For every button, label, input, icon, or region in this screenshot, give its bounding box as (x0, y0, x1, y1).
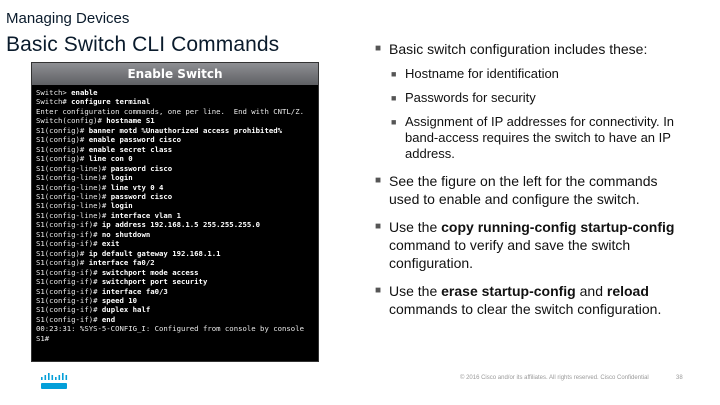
cli-line (36, 201, 314, 210)
cli-command: password cisco (110, 191, 173, 201)
cli-command: no shutdown (101, 229, 151, 239)
bullet-text-pre: Use the (389, 283, 442, 299)
cli-prompt: Switch# (36, 97, 72, 107)
cli-command: speed 10 (101, 295, 138, 305)
bullet-text-pre: Use the (389, 219, 442, 235)
cli-line (36, 324, 314, 333)
page-title: Basic Switch CLI Commands (6, 33, 280, 56)
cli-line (36, 287, 314, 296)
cli-command: switchport mode access (101, 267, 199, 277)
page-number: 38 (676, 375, 683, 381)
cli-output (32, 85, 318, 343)
bullet-icon: ■ (375, 221, 382, 232)
cli-line (36, 296, 314, 305)
bullet-icon: ■ (375, 43, 382, 54)
cli-line (36, 154, 314, 163)
cli-prompt: S1(config)# (36, 135, 89, 145)
cli-line (36, 173, 314, 182)
cli-command: interface vlan 1 (110, 210, 181, 220)
bullet-icon: ■ (375, 285, 382, 296)
bullet-item (375, 218, 675, 272)
cli-line (36, 88, 314, 97)
cli-prompt: S1(config-line)# (36, 210, 111, 220)
cli-line (36, 126, 314, 135)
cli-prompt: S1(config)# (36, 258, 89, 268)
cli-line (36, 334, 314, 343)
cli-prompt: S1(config-if)# (36, 295, 102, 305)
cli-line (36, 277, 314, 286)
cli-prompt: S1# (36, 333, 50, 343)
cli-line (36, 305, 314, 314)
cli-prompt: 00:23:31: %SYS-5-CONFIG_I: Configured from console by console (36, 324, 304, 334)
cli-command: password cisco (110, 163, 173, 173)
cli-line (36, 164, 314, 173)
cli-command: line vty 0 4 (110, 182, 164, 192)
cisco-logo-icon (40, 372, 68, 390)
cli-command: enable secret class (88, 144, 173, 154)
cli-prompt: S1(config-if)# (36, 286, 102, 296)
cli-command: switchport port security (101, 277, 208, 287)
cli-command: end (101, 314, 116, 324)
cli-command: enable password cisco (88, 135, 181, 145)
cli-prompt: S1(config-line)# (36, 173, 111, 183)
bullet-icon: ■ (391, 117, 397, 127)
cli-command: ip address 192.168.1.5 255.255.255.0 (101, 220, 261, 230)
bullet-text: Assignment of IP addresses for connectivity. In band-access requires the switch to have an IP address. (405, 114, 675, 161)
cli-line (36, 258, 314, 267)
cli-command: hostname S1 (106, 116, 155, 126)
cli-prompt: Switch(config)# (36, 116, 107, 126)
bullet-text: Passwords for security (405, 90, 536, 105)
cli-prompt: Enter configuration commands, one per line. End with CNTL/Z. (36, 106, 304, 116)
cli-line (36, 220, 314, 229)
cli-command: interface fa0/2 (88, 258, 155, 268)
cli-prompt: S1(config-if)# (36, 220, 102, 230)
sub-bullet-item (375, 90, 675, 106)
bullet-text-post: commands to clear the switch configuration. (389, 301, 662, 317)
command-text: erase startup-config (441, 283, 576, 299)
cli-prompt: S1(config-if)# (36, 305, 102, 315)
footer-copyright: © 2016 Cisco and/or its affiliates. All rights reserved. Cisco Confidential (460, 375, 649, 381)
cli-prompt: S1(config-if)# (36, 277, 102, 287)
bullet-text-mid: and (575, 283, 607, 299)
sub-bullet-item (375, 114, 675, 162)
command-text: copy running-config startup-config (441, 219, 675, 235)
cli-command: duplex half (101, 305, 151, 315)
cli-command: configure terminal (71, 97, 151, 107)
bullet-text: Basic switch configuration includes these: (389, 41, 648, 57)
cli-figure (31, 62, 319, 362)
cli-prompt: S1(config)# (36, 154, 89, 164)
bullet-icon: ■ (391, 93, 397, 103)
cli-prompt: Switch> (36, 88, 72, 97)
cli-prompt: S1(config-line)# (36, 163, 111, 173)
cli-line (36, 116, 314, 125)
cli-prompt: S1(config-if)# (36, 267, 102, 277)
bullet-icon: ■ (375, 175, 382, 186)
cli-command: banner motd %Unauthorized access prohibited% (88, 125, 283, 135)
bullet-item (375, 40, 675, 58)
cli-command: exit (101, 239, 120, 249)
section-title: Managing Devices (6, 10, 130, 27)
bullet-text-post: command to verify and save the switch configuration. (389, 237, 631, 271)
cli-prompt: S1(config)# (36, 248, 89, 258)
cli-line (36, 135, 314, 144)
cli-prompt: S1(config-if)# (36, 239, 102, 249)
cli-line (36, 192, 314, 201)
cli-line (36, 315, 314, 324)
cli-line (36, 211, 314, 220)
bullet-text: See the figure on the left for the commands used to enable and configure the switch. (389, 173, 658, 207)
bullet-text: Hostname for identification (405, 66, 559, 81)
cli-prompt: S1(config)# (36, 125, 89, 135)
cli-line (36, 183, 314, 192)
cli-command: line con 0 (88, 154, 133, 164)
cli-line (36, 97, 314, 106)
cli-prompt: S1(config-line)# (36, 201, 111, 211)
bullet-item (375, 172, 675, 208)
cli-prompt: S1(config-if)# (36, 229, 102, 239)
cli-line (36, 249, 314, 258)
bullet-item (375, 282, 675, 318)
cli-line (36, 230, 314, 239)
cli-prompt: S1(config-line)# (36, 182, 111, 192)
cli-command: ip default gateway 192.168.1.1 (88, 248, 221, 258)
bullet-list (375, 40, 675, 318)
cli-line (36, 107, 314, 116)
cli-prompt: S1(config-if)# (36, 314, 102, 324)
sub-bullet-item (375, 66, 675, 82)
cli-line (36, 239, 314, 248)
figure-title: Enable Switch (32, 63, 318, 85)
cli-command: enable (71, 88, 98, 97)
cli-line (36, 145, 314, 154)
cli-command: login (110, 201, 133, 211)
cli-prompt: S1(config)# (36, 144, 89, 154)
cli-command: interface fa0/3 (101, 286, 168, 296)
cli-line (36, 268, 314, 277)
command-text: reload (606, 283, 649, 299)
cli-prompt: S1(config-line)# (36, 191, 111, 201)
cli-command: login (110, 173, 133, 183)
bullet-icon: ■ (391, 69, 397, 79)
